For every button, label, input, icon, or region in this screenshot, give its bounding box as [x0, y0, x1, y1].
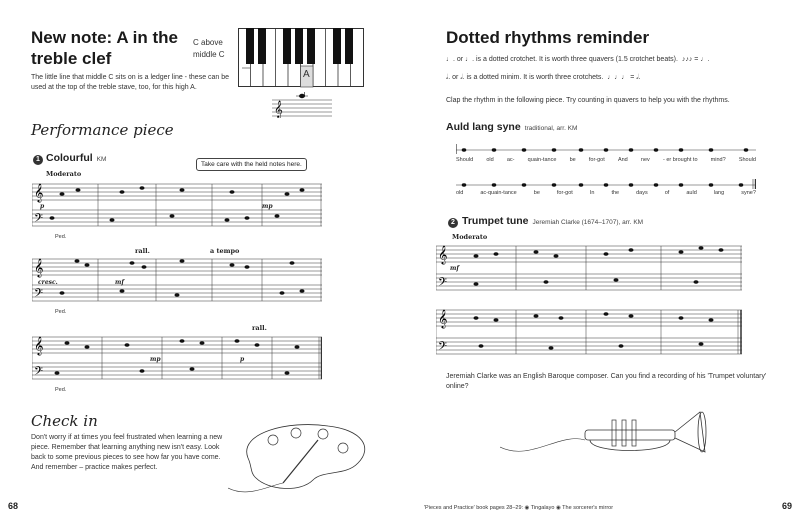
- footnote: 'Pieces and Practice' book pages 28–29: ◉ Tingalayo ◉ The sorcerer's mirror: [424, 505, 614, 511]
- checkin-text-1: Don't worry if at times you feel frustrated when learning a new: [31, 434, 223, 441]
- page-title: Dotted rhythms reminder: [446, 28, 650, 47]
- rall-marking: rall.: [135, 247, 150, 255]
- note-glyph-icon: 𝅗𝅥.: [446, 74, 451, 81]
- piece-number-badge: 2: [448, 218, 458, 228]
- grand-staff-1: [32, 180, 322, 230]
- page-title: New note: A in the: [31, 28, 179, 47]
- checkin-text-4: And remember – practice makes perfect.: [31, 464, 158, 471]
- checkin-text-3: back to some previous pieces to see how far you have come.: [31, 454, 221, 461]
- page-number: 69: [781, 501, 792, 511]
- note-glyph-icon: ♩.: [446, 56, 455, 63]
- rhythm-line-2: [456, 175, 756, 189]
- dynamic-mp-2: mp: [150, 356, 161, 363]
- checkin-title: Check in: [31, 412, 98, 430]
- pedal-mark-3: Ped.: [55, 387, 67, 393]
- page-number: 68: [8, 501, 19, 511]
- palette-illustration: [228, 418, 378, 498]
- intro-text-2: used at the top of the treble stave, too, for this high A.: [31, 84, 197, 91]
- piece-title: Trumpet tune Jeremiah Clarke (1674–1707), arr. KM: [462, 215, 644, 227]
- lyrics-line-1: Should old ac- quain-tance be for-got And nev - er brought to mind? Should: [456, 157, 756, 163]
- rhythm-line-1: [456, 140, 756, 154]
- ledger-staff: [272, 92, 332, 118]
- svg-text:𝄢: 𝄢: [438, 276, 448, 292]
- dotted-minim-text: 𝅗𝅥. or 𝅗𝅥. is a dotted minim. It is worth three crotchets. ♩♩♩ = 𝅗𝅥.: [446, 74, 641, 81]
- svg-text:𝄞: 𝄞: [34, 258, 44, 277]
- svg-text:𝄢: 𝄢: [438, 340, 448, 356]
- piece-title: Colourful KM: [46, 152, 107, 164]
- pedal-mark: Ped.: [55, 234, 67, 240]
- svg-text:𝄞: 𝄞: [438, 309, 448, 328]
- keyboard-label: C above: [193, 38, 223, 47]
- svg-text:𝄞: 𝄞: [438, 245, 448, 264]
- checkin-text-2: piece. Remember that learning anything new isn't easy. Look: [31, 444, 220, 451]
- section-title: Performance piece: [31, 121, 174, 139]
- dotted-crotchet-text: ♩. or ♩. is a dotted crotchet. It is worth three quavers (1.5 crotchet beats). ♪♪♪ = ♩.: [446, 56, 710, 63]
- dynamic-mf: mf: [450, 265, 459, 272]
- svg-text:𝄞: 𝄞: [34, 183, 44, 202]
- svg-text:𝄞: 𝄞: [274, 100, 283, 118]
- trumpet-illustration: [500, 392, 720, 472]
- dynamic-mp: mp: [262, 203, 273, 210]
- dynamic-mf: mf: [115, 279, 124, 286]
- grand-staff-3: [32, 333, 322, 383]
- note-glyph-icon: 𝅗𝅥.: [460, 74, 465, 81]
- svg-text:𝄢: 𝄢: [34, 212, 44, 228]
- dynamic-p: p: [40, 203, 45, 210]
- cresc-marking: cresc.: [38, 279, 58, 286]
- intro-text: The little line that middle C sits on is a ledger line - these can be: [31, 74, 230, 81]
- closing-text-2: online?: [446, 383, 469, 390]
- trumpet-staff-2: [436, 306, 742, 358]
- callout-box: Take care with the held notes here.: [196, 158, 307, 171]
- svg-text:𝄢: 𝄢: [34, 287, 44, 303]
- trumpet-staff-1: [436, 242, 742, 294]
- lyrics-line-2: old ac-quain-tance be for-got In the days of auld lang syne?: [456, 190, 756, 196]
- dynamic-p-2: p: [240, 356, 245, 363]
- clap-instructions: Clap the rhythm in the following piece. Try counting in quavers to help you with the rhythms.: [446, 97, 730, 104]
- piece-number-badge: 1: [33, 155, 43, 165]
- page-title-line2: treble clef: [31, 49, 112, 68]
- a-tempo-marking: a tempo: [210, 247, 240, 255]
- svg-text:𝄢: 𝄢: [34, 365, 44, 381]
- song-title: Auld lang syne traditional, arr. KM: [446, 121, 578, 133]
- rall-marking-2: rall.: [252, 324, 267, 332]
- grand-staff-2: [32, 255, 322, 305]
- equivalence-icon: ♩♩♩ = 𝅗𝅥.: [605, 74, 641, 81]
- keyboard-diagram: [238, 28, 364, 88]
- right-page: [400, 0, 800, 519]
- tempo-marking: Moderato: [452, 233, 488, 241]
- svg-text:𝄞: 𝄞: [34, 336, 44, 355]
- note-glyph-icon: ♩.: [465, 56, 475, 63]
- equivalence-icon: ♪♪♪ = ♩.: [679, 56, 710, 63]
- key-letter: A: [303, 69, 310, 80]
- closing-text: Jeremiah Clarke was an English Baroque composer. Can you find a recording of his 'Trumpet voluntary': [446, 373, 767, 380]
- pedal-mark-2: Ped.: [55, 309, 67, 315]
- keyboard-label-2: middle C: [193, 50, 225, 59]
- tempo-marking: Moderato: [46, 170, 82, 178]
